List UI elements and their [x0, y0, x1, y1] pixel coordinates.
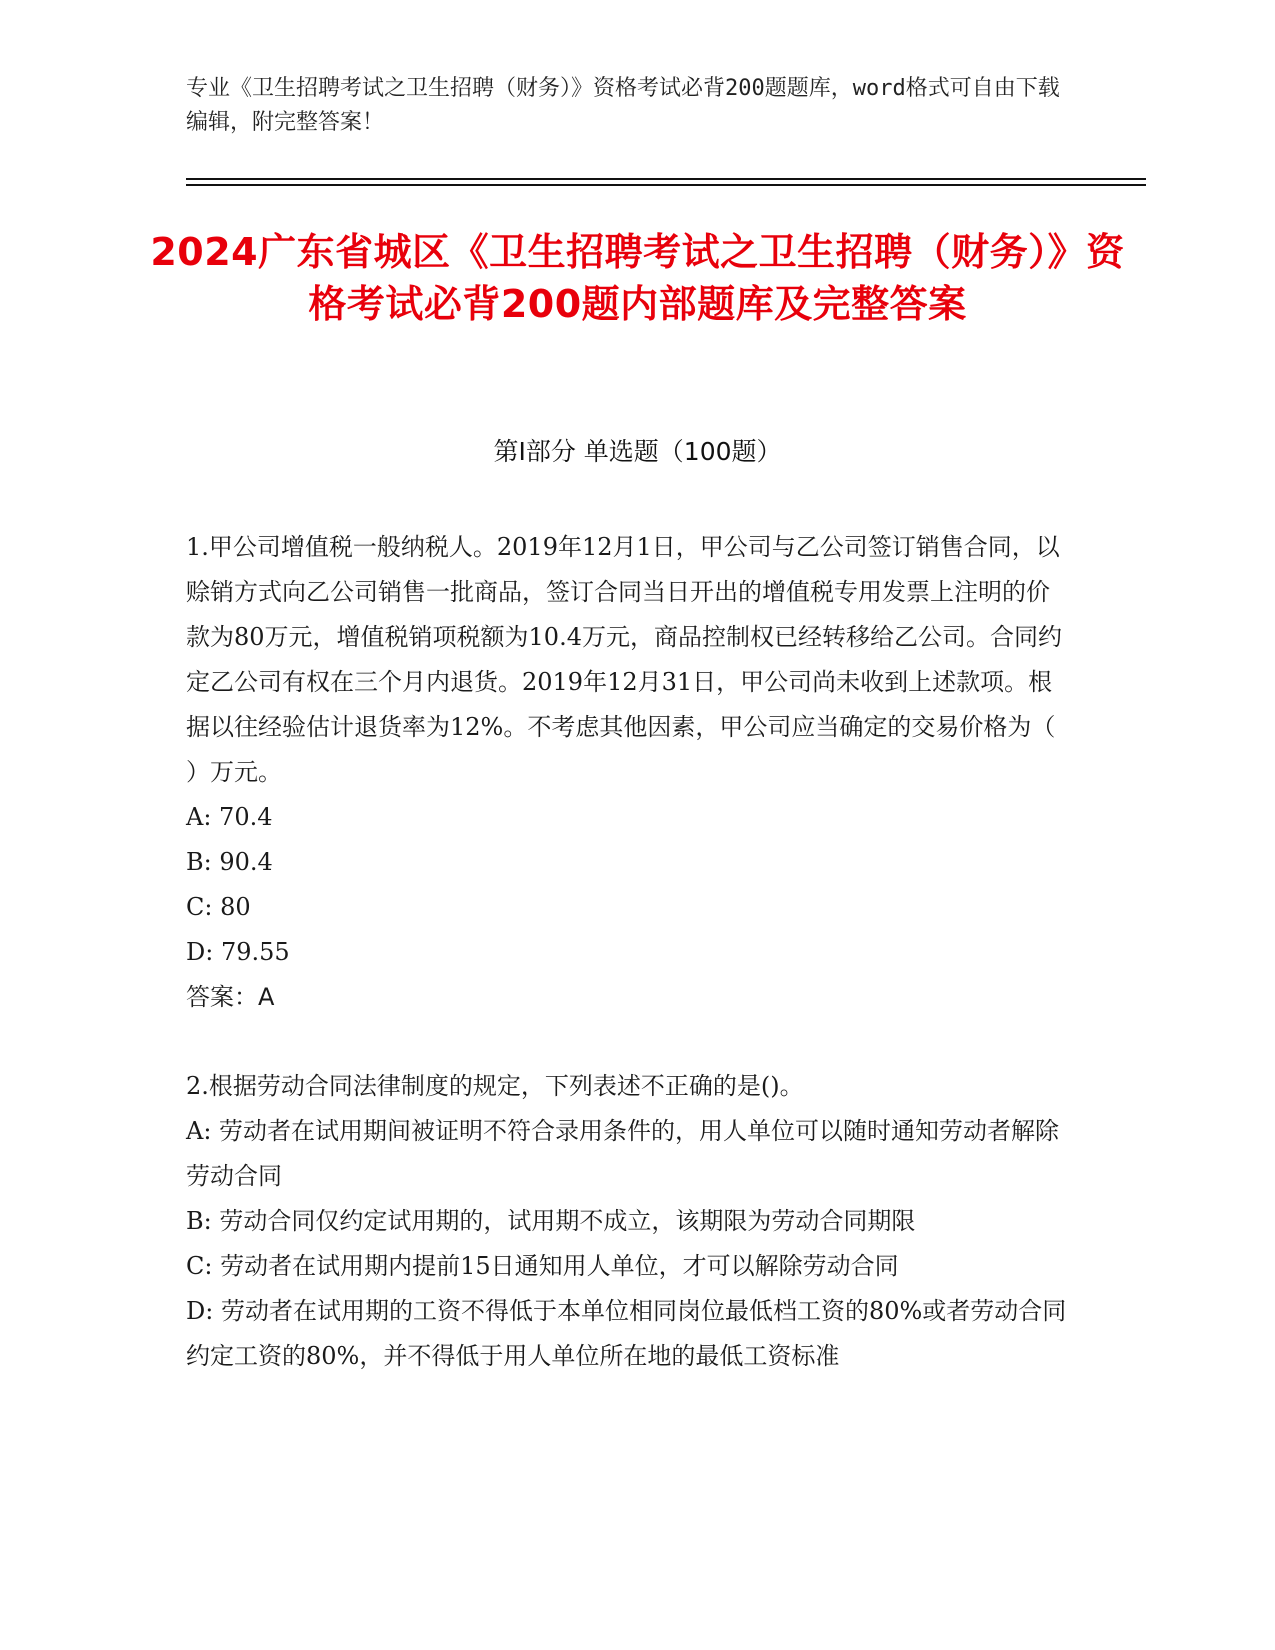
option-a: A: 劳动者在试用期间被证明不符合录用条件的，用人单位可以随时通知劳动者解除劳动合同 [186, 1117, 1060, 1190]
option-a: A: 70.4 [186, 803, 273, 831]
question-spacer [186, 1020, 1071, 1064]
section-heading: 第Ⅰ部分 单选题（100题） [493, 437, 782, 466]
option-b: B: 90.4 [186, 848, 273, 876]
question-stem: 2.根据劳动合同法律制度的规定，下列表述不正确的是()。 [186, 1072, 804, 1100]
option-d: D: 劳动者在试用期的工资不得低于本单位相同岗位最低档工资的80%或者劳动合同约定工资的80%，并不得低于用人单位所在地的最低工资标准 [186, 1297, 1067, 1370]
question-1 [186, 525, 1071, 1020]
option-c: C: 80 [186, 893, 251, 921]
option-c: C: 劳动者在试用期内提前15日通知用人单位，才可以解除劳动合同 [186, 1252, 899, 1280]
header-note: 专业《卫生招聘考试之卫生招聘（财务）》资格考试必背200题题库，word格式可自由下载编辑，附完整答案！ [186, 76, 1060, 135]
document-title: 2024广东省城区《卫生招聘考试之卫生招聘（财务）》资格考试必背200题内部题库及完整答案 [150, 230, 1125, 326]
header-rule-upper [186, 178, 1146, 180]
answer-line: 答案：A [186, 983, 275, 1011]
question-list [186, 525, 1071, 1379]
header-rule-lower [186, 184, 1146, 186]
option-b: B: 劳动合同仅约定试用期的，试用期不成立，该期限为劳动合同期限 [186, 1207, 916, 1235]
question-stem: 1.甲公司增值税一般纳税人。2019年12月1日，甲公司与乙公司签订销售合同，以赊销方式向乙公司销售一批商品，签订合同当日开出的增值税专用发票上注明的价款为80万元，增值税销项税额为10.4万元，商品控制权已经转移给乙公司。合同约定乙公司有权在三个月内退货。2019年12月31日，甲公司尚未收到上述款项。根据以往经验估计退货率为12%。不考虑其他因素，甲公司应当确定的交易价格为（ ）万元。 [186, 533, 1062, 786]
question-2 [186, 1064, 1071, 1379]
option-d: D: 79.55 [186, 938, 290, 966]
